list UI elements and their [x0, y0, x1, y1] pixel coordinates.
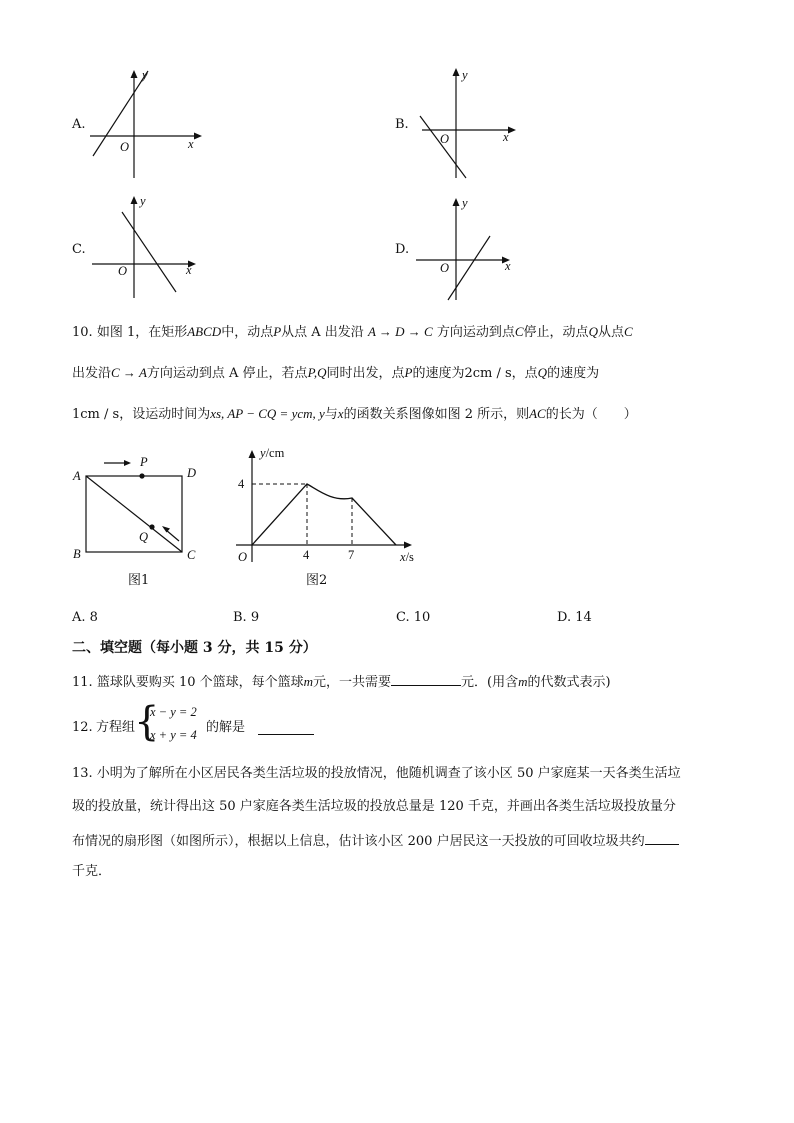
graph-c-origin: O: [118, 264, 128, 278]
q11: 11. 篮球队要购买 10 个篮球，每个篮球m元，一共需要 元．(用含m的代数式表示): [72, 674, 611, 690]
fig1-D: D: [187, 466, 197, 480]
q10-option-c[interactable]: C. 10: [396, 610, 431, 625]
graph-b-x: x: [503, 130, 509, 144]
option-d-label[interactable]: D.: [395, 242, 410, 257]
q12-brace: {: [134, 699, 160, 745]
fig1-C: C: [187, 548, 196, 562]
q12-answer-blank[interactable]: [258, 722, 314, 735]
q10-line1: 10. 如图 1，在矩形ABCD中，动点P从点 A 出发沿 A → D → C 方向运动到点C停止，动点Q从点C: [72, 324, 633, 340]
q10-line2: 出发沿C → A方向运动到点 A 停止，若点P,Q同时出发，点P的速度为2cm / s，点Q的速度为: [72, 365, 600, 381]
q10-option-d[interactable]: D. 14: [557, 610, 592, 625]
fig2-xlabel: x/s: [400, 550, 414, 564]
fig2-ylabel: y/cm: [260, 446, 285, 460]
q13-line3: 布情况的扇形图（如图所示），根据以上信息，估计该小区 200 户居民这一天投放的可回收垃圾共约: [72, 832, 679, 850]
graph-c: [86, 192, 206, 302]
graph-c-x: x: [186, 263, 192, 277]
graph-a-origin: O: [120, 140, 130, 154]
graph-c-y: y: [140, 194, 146, 208]
q13-line4: 千克．: [72, 864, 112, 879]
q10-option-b[interactable]: B. 9: [233, 610, 260, 625]
graph-d-y: y: [462, 196, 468, 210]
fig1-B: B: [73, 547, 81, 561]
fig2-origin: O: [238, 550, 248, 564]
fig2-y4: 4: [238, 477, 245, 491]
q10-option-a[interactable]: A. 8: [72, 610, 98, 625]
graph-d-origin: O: [440, 261, 450, 275]
graph-b-y: y: [462, 68, 468, 82]
q12-eq1: x − y = 2: [150, 705, 197, 719]
section-2-title: 二、填空题（每小题 3 分，共 15 分）: [72, 640, 317, 656]
q12-eq2: x + y = 4: [150, 728, 197, 742]
option-c-label[interactable]: C.: [72, 242, 86, 257]
q13-answer-blank[interactable]: [645, 832, 679, 845]
graph-d-x: x: [505, 259, 511, 273]
fig1-caption: 图1: [128, 573, 150, 588]
fig2-x7: 7: [348, 548, 355, 562]
q12-number: 12.: [72, 720, 93, 735]
fig2-caption: 图2: [306, 573, 328, 588]
q13-line1: 13. 小明为了解所在小区居民各类生活垃圾的投放情况，他随机调查了该小区 50 户家庭某一天各类生活垃: [72, 766, 681, 781]
fig1-A: A: [73, 469, 81, 483]
q12-text-b: 的解是: [206, 720, 246, 735]
fig2-x4: 4: [303, 548, 310, 562]
option-b-label[interactable]: B.: [395, 117, 409, 132]
fig1-Q: Q: [139, 530, 149, 544]
q10-line3: 1cm / s，设运动时间为xs, AP − CQ = ycm, y与x的函数关系图像如图 2 所示，则AC的长为（ ）: [72, 406, 637, 422]
graph-a: [86, 66, 206, 182]
option-a-label[interactable]: A.: [72, 117, 86, 132]
q11-answer-blank[interactable]: [391, 673, 461, 686]
q12-text-a: 方程组: [96, 720, 136, 735]
fig1-P: P: [140, 455, 148, 469]
q13-line2: 圾的投放量，统计得出这 50 户家庭各类生活垃圾的投放总量是 120 千克，并画出各类生活垃圾投放量分: [72, 799, 676, 814]
figure-2: [228, 446, 424, 570]
graph-b-origin: O: [440, 132, 450, 146]
graph-a-y: y: [142, 68, 148, 82]
graph-a-x: x: [188, 137, 194, 151]
